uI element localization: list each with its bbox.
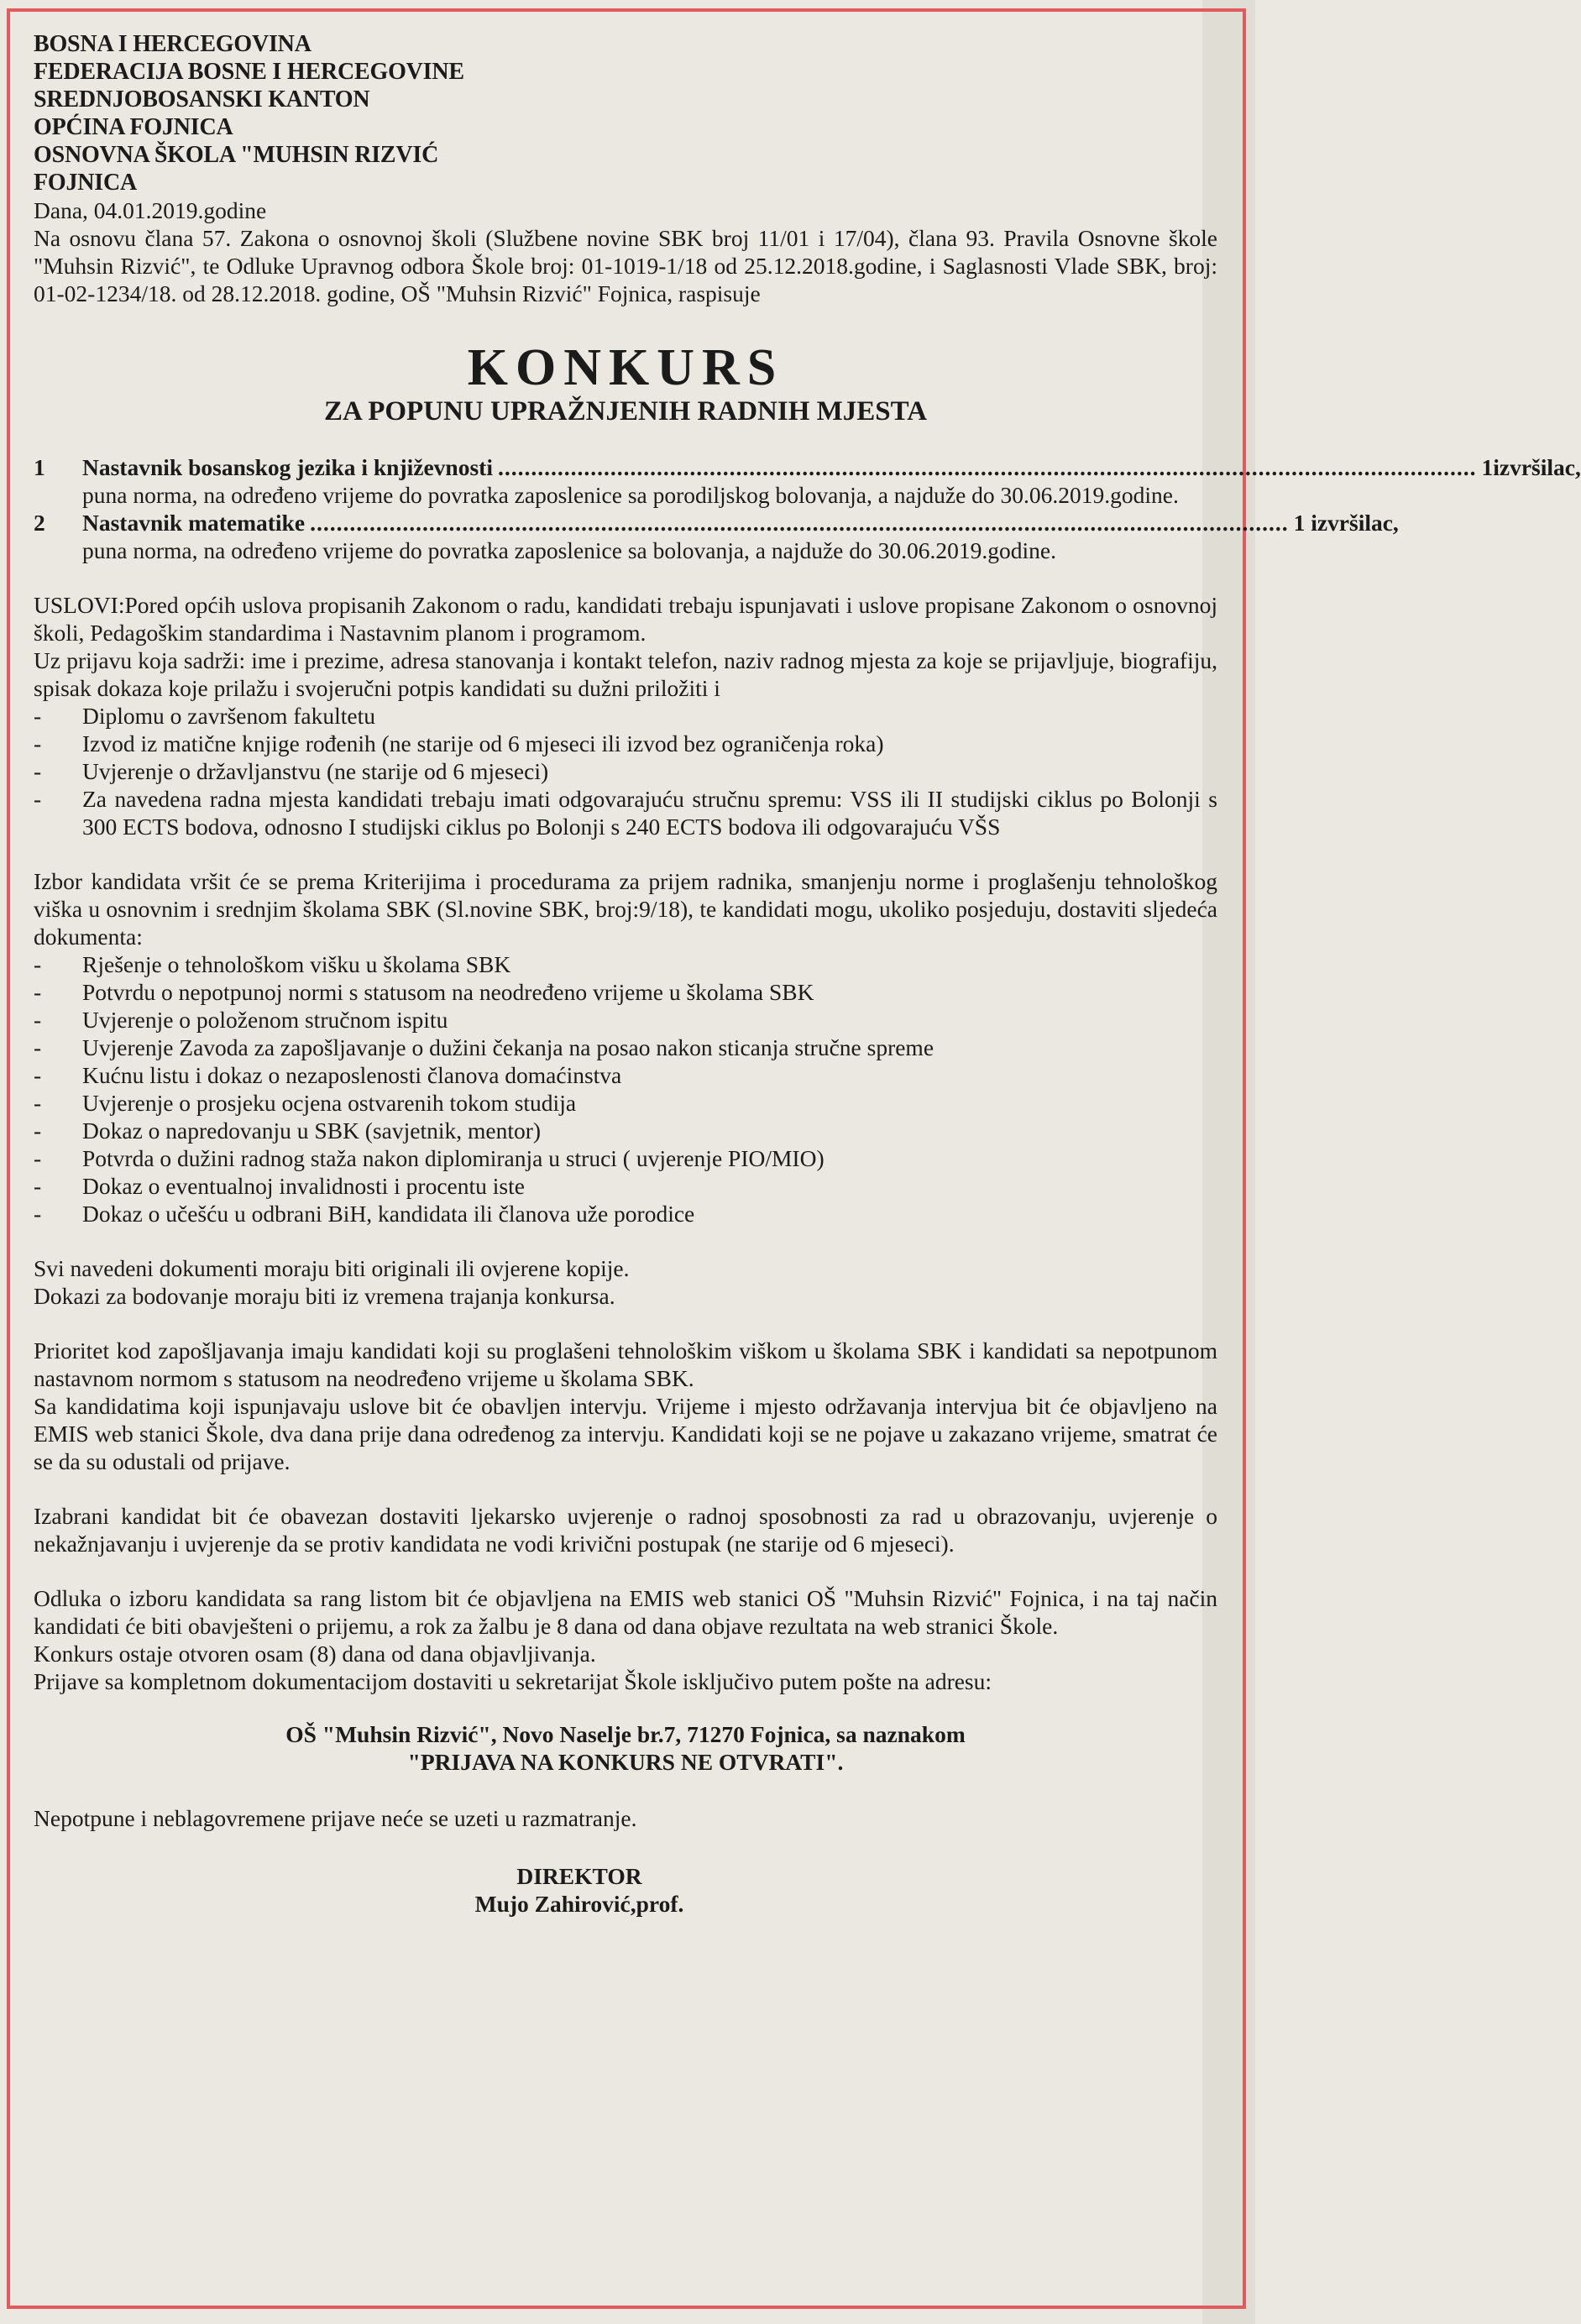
medical-paragraph: Izabrani kandidat bit će obavezan dostaviti ljekarsko uvjerenje o radnoj sposobnosti za rad u obrazovanju, uvjerenje o nekažnjavanju i uvjerenje da se protiv kandidata ne vodi krivični postupak (ne starije od 6 mjeseci). [34,1503,1217,1557]
documents-originals-text: Svi navedeni dokumenti moraju biti originali ili ovjerene kopije. [34,1255,630,1281]
list-item: - Uvjerenje Zavoda za zapošljavanje o dužini čekanja na posao nakon sticanja stručne spreme [34,1034,934,1060]
conditions-section [34,591,1217,840]
submission-text: Prijave sa kompletnom dokumentacijom dostaviti u sekretarijat Škole isključivo putem pošte na adresu: [34,1668,992,1694]
leader-dots [310,509,1289,537]
list-item: - Za navedena radna mjesta kandidati trebaju imati odgovarajuću stručnu spremu: VSS ili II studijski ciklus po Bolonji s 300 ECTS bodova, odnosno I studijski ciklus po Bolonji s 240 ECTS bodova ili odgovarajuću VŠS [34,786,1217,840]
open-period-text: Konkurs ostaje otvoren osam (8) dana od dana objavljivanja. [34,1641,596,1667]
institution-header [34,30,1217,196]
signature-role: DIREKTOR [516,1863,642,1889]
documents-validity-text: Dokazi za bodovanje moraju biti iz vremena trajanja konkursa. [34,1283,615,1309]
header-line: OSNOVNA ŠKOLA "MUHSIN RIZVIĆ [34,142,439,168]
list-item: - Dokaz o napredovanju u SBK (savjetnik, mentor) [34,1118,542,1144]
position-description: puna norma, na određeno vrijeme do povratka zaposlenice sa porodiljskog bolovanja, a najduže do 30.06.2019.godine. [82,482,1179,508]
list-item: - Potvrdu o nepotpunoj normi s statusom na neodređeno vrijeme u školama SBK [34,979,814,1005]
notice-content [34,30,1581,1918]
optional-documents-list [34,950,1217,1227]
notice-date: Dana, 04.01.2019.godine [34,197,267,223]
priority-section [34,1337,1217,1475]
position-description: puna norma, na određeno vrijeme do povratka zaposlenice sa bolovanja, a najduže do 30.06.2019.godine. [82,537,1056,563]
position-count: 1izvršilac, [1481,454,1581,480]
application-paragraph: Uz prijavu koja sadrži: ime i prezime, adresa stanovanja i kontakt telefon, naziv radnog mjesta za koje se prijavljuje, biografiju, spisak dokaza koje prilažu i svojeručni potpis kandidati su dužni priložiti i [34,647,1217,701]
list-item: - Rješenje o tehnološkom višku u školama SBK [34,951,511,977]
conditions-paragraph: USLOVI:Pored općih uslova propisanih Zakonom o radu, kandidati trebaju ispunjavati i uslove propisane Zakonom o osnovnoj školi, Pedagoškim standardima i Nastavnim planom i programom. [34,592,1217,646]
interview-paragraph: Sa kandidatima koji ispunjavaju uslove bit će obavljen intervju. Vrijeme i mjesto održavanja intervjua bit će objavljeno na EMIS web stanici Škole, dva dana prije dana određenog za intervju. Kandidati koji se ne pojave u zakazano vrijeme, smatrat će se da su odustali od prijave. [34,1393,1217,1474]
header-line: FOJNICA [34,170,138,196]
position-item [34,453,1581,509]
signature-name: Mujo Zahirović,prof. [474,1891,684,1917]
selection-section [34,867,1217,1227]
list-item: - Uvjerenje o državljanstvu (ne starije od 6 mjeseci) [34,758,549,784]
decision-section [34,1584,1217,1695]
list-item: - Uvjerenje o prosjeku ocjena ostvarenih tokom studija [34,1090,577,1116]
list-item: - Potvrda o dužini radnog staža nakon diplomiranja u struci ( uvjerenje PIO/MIO) [34,1145,825,1171]
list-item: - Dokaz o eventualnoj invalidnosti i procentu iste [34,1173,525,1199]
required-documents-list [34,702,1217,840]
list-item: - Diplomu o završenom fakultetu [34,703,376,729]
medical-section [34,1502,1217,1557]
notice-title: KONKURS [467,339,784,396]
position-title: Nastavnik bosanskog jezika i književnosti [82,454,493,480]
closing-note: Nepotpune i neblagovremene prijave neće se uzeti u razmatranje. [34,1805,637,1831]
list-item: - Uvjerenje o položenom stručnom ispitu [34,1007,448,1033]
position-number: 1 [34,454,45,480]
decision-paragraph: Odluka o izboru kandidata sa rang listom bit će objavljena na EMIS web stanici OŠ "Muhsin Rizvić" Fojnica, i na taj način kandidati će biti obavješteni o prijemu, a rok za žalbu je 8 dana od dana objave rezultata na web stranici Škole. [34,1585,1217,1639]
legal-basis-paragraph: Na osnovu člana 57. Zakona o osnovnoj školi (Službene novine SBK broj 11/01 i 17/04), člana 93. Pravila Osnovne škole "Muhsin Rizvić", te Odluke Upravnog odbora Škole broj: 01-1019-1/18 od 25.12.2018.godine, i Saglasnosti Vlade SBK, broj: 01-02-1234/18. od 28.12.2018. godine, OŠ "Muhsin Rizvić" Fojnica, raspisuje [34,225,1217,306]
notice-subtitle: ZA POPUNU UPRAŽNJENIH RADNIH MJESTA [323,396,928,427]
header-line: OPĆINA FOJNICA [34,114,233,140]
leader-dots [498,453,1477,481]
list-item: - Dokaz o učešću u odbrani BiH, kandidata ili članova uže porodice [34,1201,695,1227]
list-item: - Izvod iz matične knjige rođenih (ne starije od 6 mjeseci ili izvod bez ograničenja roka) [34,730,884,756]
header-line: FEDERACIJA BOSNE I HERCEGOVINE [34,59,464,85]
header-line: SREDNJOBOSANSKI KANTON [34,86,370,113]
mailing-address [34,1720,1217,1776]
address-note: "PRIJAVA NA KONKURS NE OTVRATI". [407,1749,844,1775]
list-item: - Kućnu listu i dokaz o nezaposlenosti članova domaćinstva [34,1062,622,1088]
address-line: OŠ "Muhsin Rizvić", Novo Naselje br.7, 71270 Fojnica, sa naznakom [285,1721,966,1747]
position-number: 2 [34,510,45,536]
position-title: Nastavnik matematike [82,510,306,536]
positions-list [34,453,1581,564]
selection-paragraph: Izbor kandidata vršit će se prema Kriterijima i procedurama za prijem radnika, smanjenju norme i proglašenju tehnološkog viška u osnovnim i srednjim školama SBK (Sl.novine SBK, broj:9/18), te kandidati mogu, ukoliko posjeduju, dostaviti sljedeća dokumenta: [34,868,1217,950]
priority-paragraph: Prioritet kod zapošljavanja imaju kandidati koji su proglašeni tehnološkim viškom u školama SBK i kandidati sa nepotpunom nastavnom normom s statusom na neodređeno vrijeme u školama SBK. [34,1337,1217,1391]
signature-block [34,1862,1217,1918]
position-count: 1 izvršilac, [1293,510,1399,536]
position-item [34,509,1399,564]
documents-note [34,1254,1217,1310]
header-line: BOSNA I HERCEGOVINA [34,31,311,57]
